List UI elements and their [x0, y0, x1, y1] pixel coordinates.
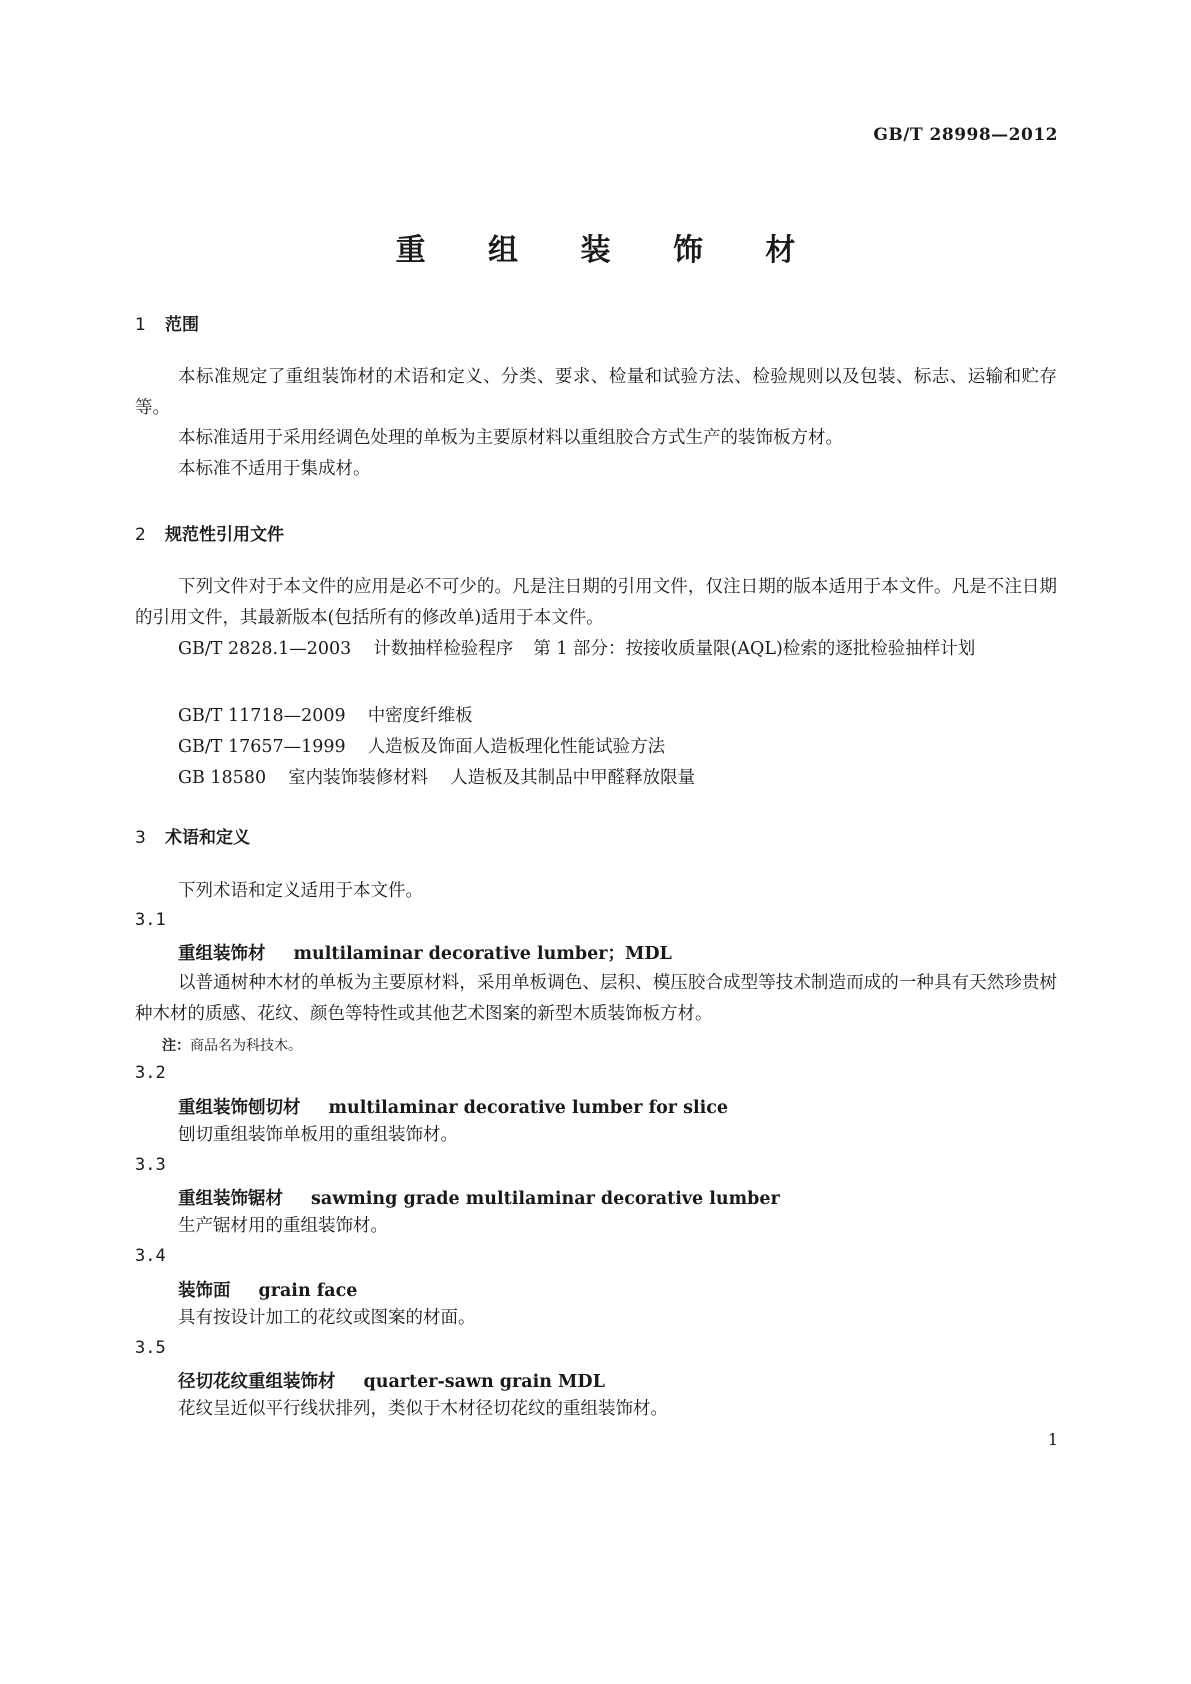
term-number: 3.1: [135, 910, 166, 930]
section-number: 3: [135, 828, 146, 848]
terms-intro: 下列术语和定义适用于本文件。: [178, 881, 423, 901]
term-number: 3.2: [135, 1063, 166, 1083]
term-chinese: 装饰面: [178, 1281, 231, 1301]
scope-paragraph-1: 本标准规定了重组装饰材的术语和定义、分类、要求、检量和试验方法、检验规则以及包装、标志、运输和贮存等。: [135, 367, 1057, 418]
term-definition: 花纹呈近似平行线状排列，类似于木材径切花纹的重组装饰材。: [178, 1399, 668, 1419]
standard-code: GB/T 28998—2012: [873, 125, 1058, 145]
scope-paragraph-3: 本标准不适用于集成材。: [178, 459, 371, 479]
reference-item: [135, 634, 1057, 665]
term-definition: 以普通树种木材的单板为主要原材料，采用单板调色、层积、模压胶合成型等技术制造而成的一种具有天然珍贵树种木材的质感、花纹、颜色等特性或其他艺术图案的新型木质装饰板方材。: [135, 973, 1057, 1024]
note-text: 商品名为科技木。: [190, 1038, 302, 1054]
section-heading-terms: [135, 823, 250, 848]
term-chinese: 重组装饰材: [178, 944, 266, 964]
term-english: multilaminar decorative lumber for slice: [328, 1098, 729, 1118]
term-heading: [178, 1094, 728, 1119]
reference-title: 中密度纤维板: [367, 706, 473, 726]
reference-code: GB 18580: [178, 768, 267, 788]
section-number: 2: [135, 525, 146, 545]
term-definition: 具有按设计加工的花纹或图案的材面。: [178, 1308, 476, 1328]
term-english: multilaminar decorative lumber；MDL: [293, 944, 672, 964]
term-chinese: 径切花纹重组装饰材: [178, 1372, 336, 1392]
term-heading: [178, 1277, 357, 1302]
term-number: 3.5: [135, 1338, 166, 1358]
section-title: 范围: [165, 315, 199, 335]
section-title: 规范性引用文件: [165, 525, 284, 545]
term-number: 3.4: [135, 1246, 166, 1266]
term-heading: [178, 1185, 780, 1210]
note-label: 注：: [162, 1038, 190, 1054]
term-definition: 刨切重组装饰单板用的重组装饰材。: [178, 1125, 458, 1145]
reference-code: GB/T 2828.1—2003: [178, 639, 352, 659]
term-chinese: 重组装饰刨切材: [178, 1098, 301, 1118]
term-english: sawming grade multilaminar decorative lumber: [311, 1189, 780, 1209]
scope-paragraph-2: 本标准适用于采用经调色处理的单板为主要原材料以重组胶合方式生产的装饰板方材。: [178, 428, 843, 448]
term-definition: 生产锯材用的重组装饰材。: [178, 1216, 388, 1236]
reference-title-part: 计数抽样检验程序: [373, 639, 514, 659]
reference-code: GB/T 17657—1999: [178, 737, 346, 757]
reference-item: [178, 733, 665, 758]
page-number: 1: [1047, 1430, 1058, 1449]
reference-title: 人造板及饰面人造板理化性能试验方法: [367, 737, 666, 757]
term-note: [162, 1035, 302, 1055]
section-heading-normative-references: [135, 520, 284, 545]
section-number: 1: [135, 315, 146, 335]
reference-title-part: 人造板及其制品中甲醛释放限量: [450, 768, 696, 788]
section-heading-scope: [135, 310, 199, 335]
term-english: quarter-sawn grain MDL: [363, 1372, 605, 1392]
document-title: 重 组 装 饰 材: [395, 233, 822, 268]
reference-code: GB/T 11718—2009: [178, 706, 346, 726]
reference-title-part: 室内装饰装修材料: [288, 768, 429, 788]
normative-intro: 下列文件对于本文件的应用是必不可少的。凡是注日期的引用文件，仅注日期的版本适用于本文件。凡是不注日期的引用文件，其最新版本(包括所有的修改单)适用于本文件。: [135, 577, 1057, 628]
term-heading: [178, 1368, 605, 1393]
reference-item: [178, 764, 695, 789]
reference-title-part: 第 1 部分：按接收质量限(AQL)检索的逐批检验抽样计划: [533, 639, 976, 659]
term-number: 3.3: [135, 1155, 166, 1175]
term-chinese: 重组装饰锯材: [178, 1189, 283, 1209]
term-english: grain face: [258, 1281, 358, 1301]
section-title: 术语和定义: [165, 828, 250, 848]
reference-item: [178, 702, 473, 727]
term-heading: [178, 940, 672, 965]
